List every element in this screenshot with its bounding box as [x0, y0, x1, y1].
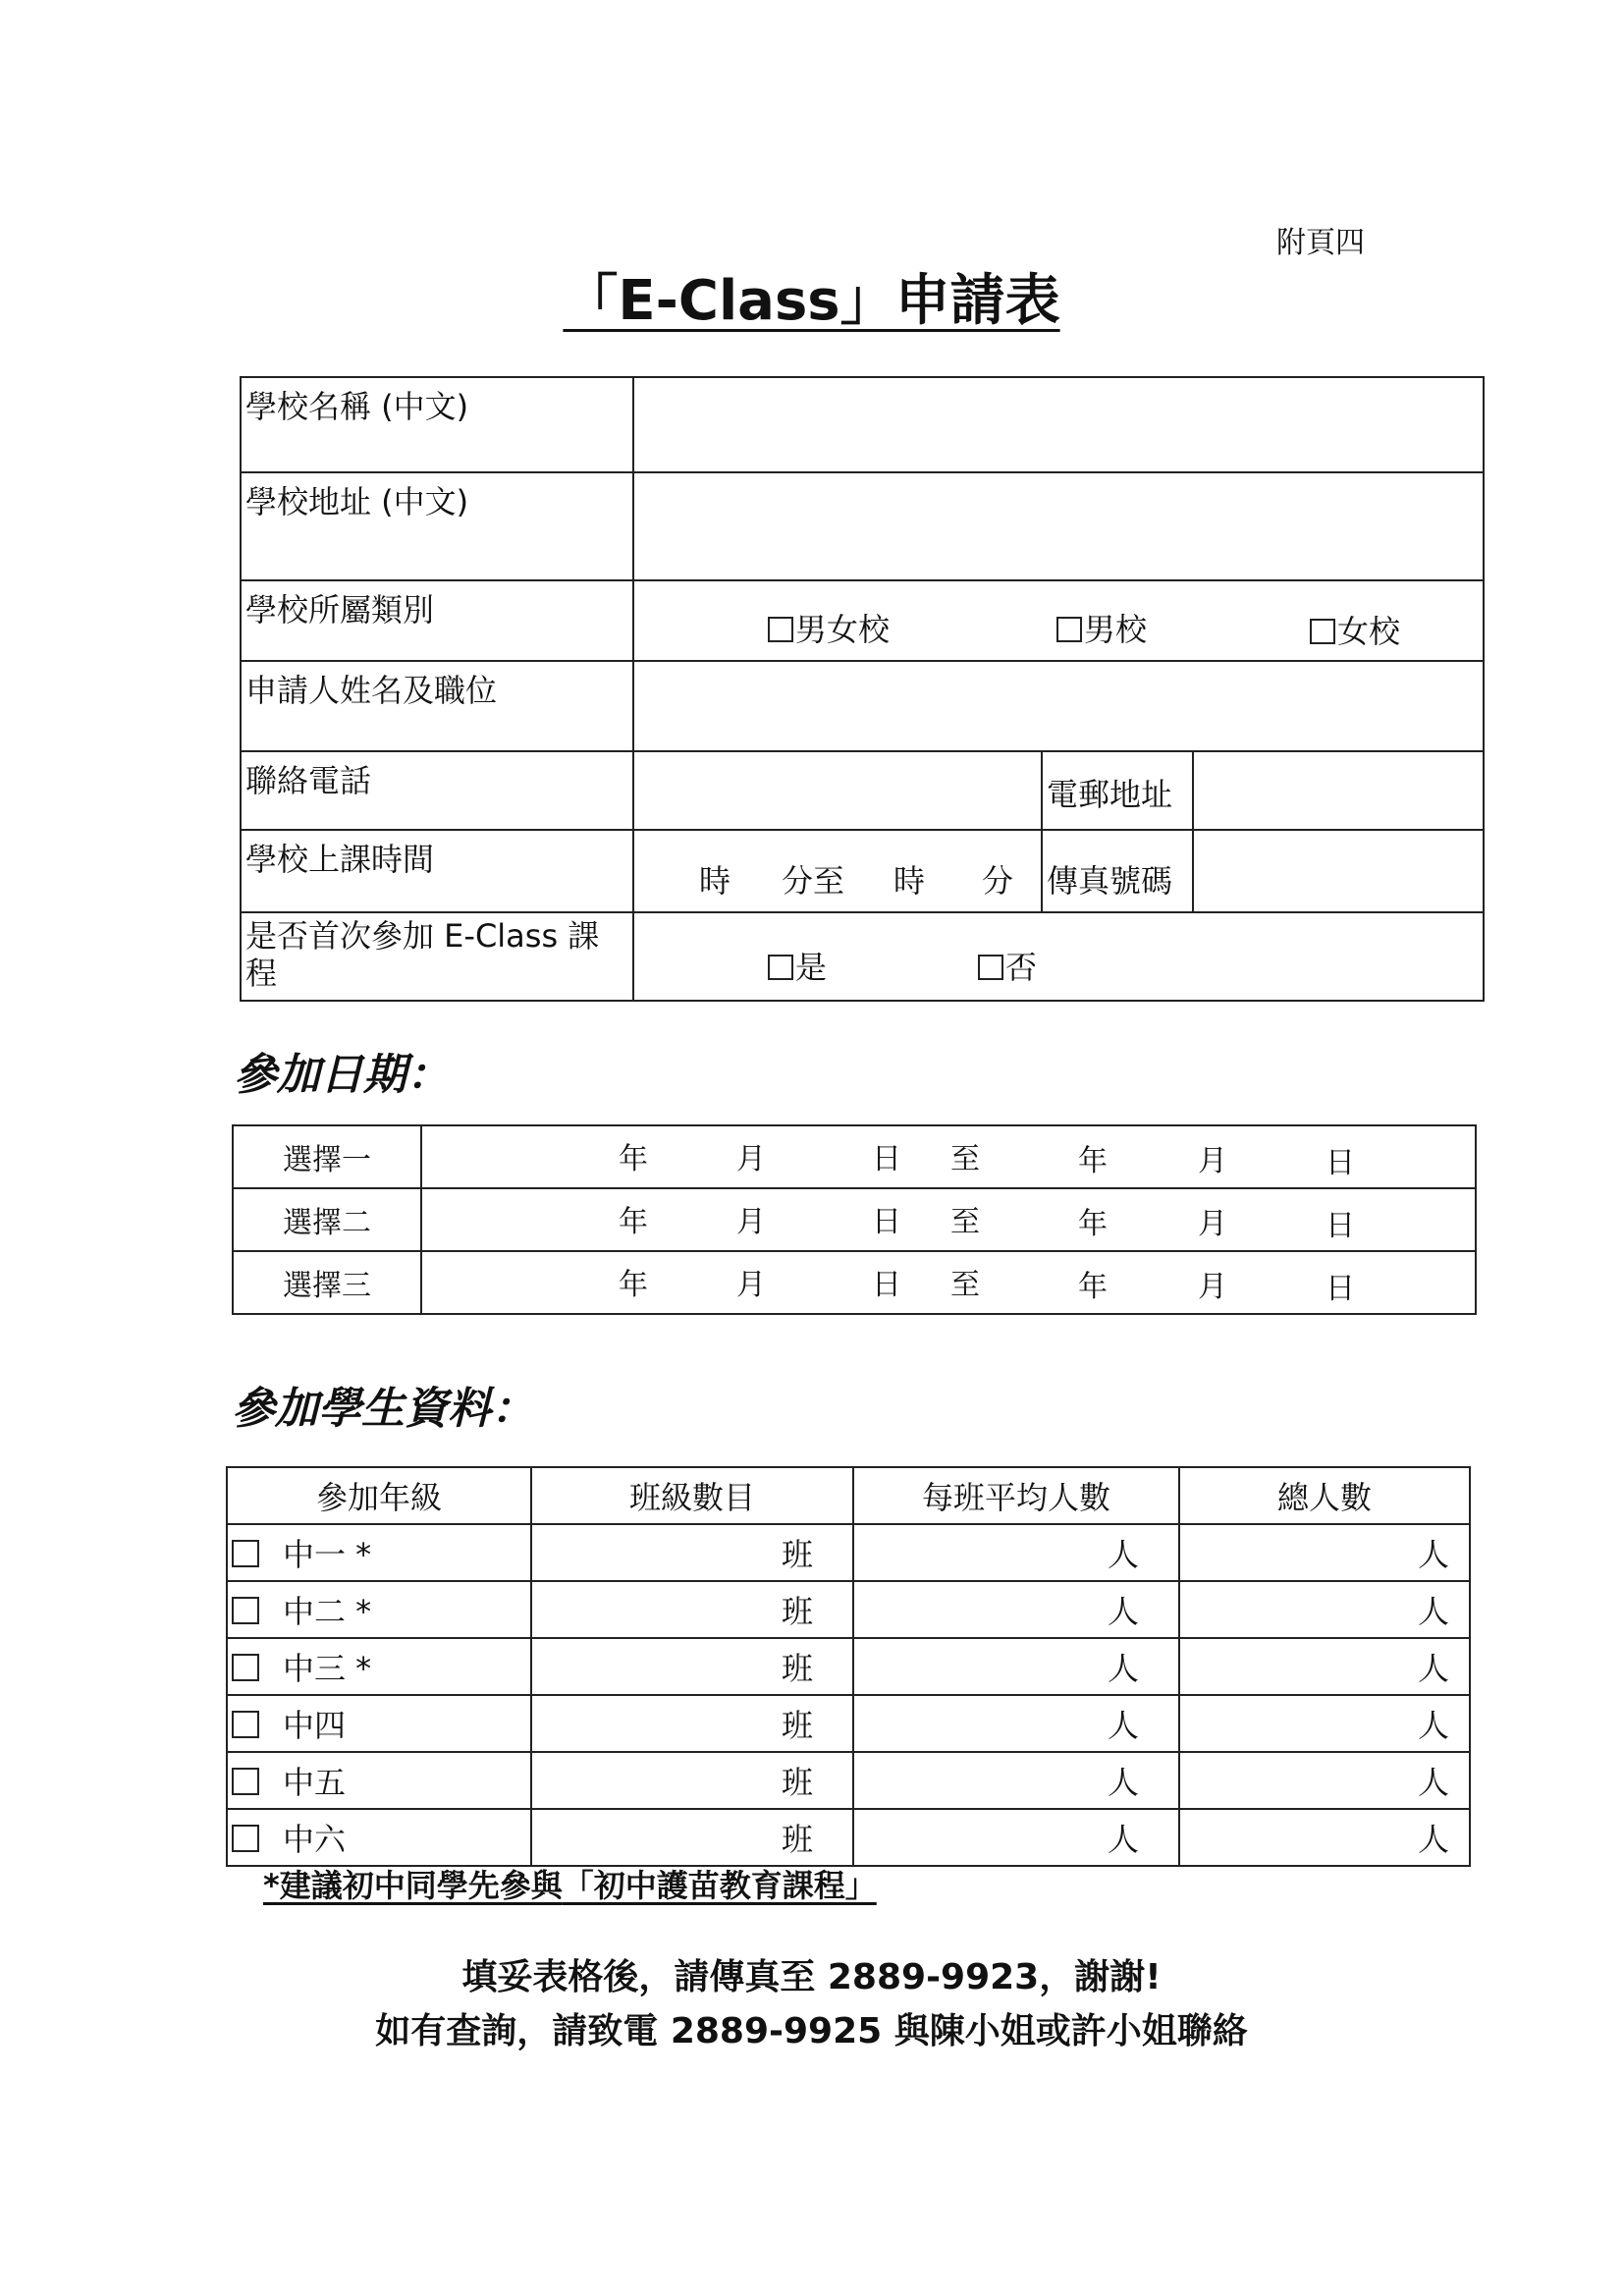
unit-to: 至 [950, 1268, 980, 1302]
phone-email-cell [633, 751, 1484, 830]
checkbox-icon[interactable] [232, 1711, 259, 1738]
unit-hour-2: 時 [893, 862, 926, 900]
grade-option[interactable] [227, 1581, 531, 1638]
date-choice-label: 選擇一 [233, 1125, 421, 1188]
unit-day: 日 [1325, 1146, 1355, 1180]
option-girls[interactable] [1310, 607, 1400, 652]
table-row [227, 1524, 1470, 1581]
avg-per-class-field[interactable] [853, 1581, 1179, 1638]
school-category-options [633, 580, 1484, 661]
table-row [227, 1752, 1470, 1809]
checkbox-icon[interactable] [232, 1825, 259, 1852]
class-count-field[interactable] [531, 1581, 853, 1638]
class-count-field[interactable] [531, 1752, 853, 1809]
date-choice-label: 選擇三 [233, 1251, 421, 1314]
grade-option[interactable] [227, 1638, 531, 1695]
first-time-label: 是否首次參加 E-Class 課程 [241, 912, 633, 1001]
class-time-label: 學校上課時間 [241, 830, 633, 912]
avg-per-class-field[interactable] [853, 1638, 1179, 1695]
applicant-field[interactable] [633, 661, 1484, 751]
total-field[interactable] [1179, 1638, 1470, 1695]
checkbox-icon[interactable] [232, 1540, 259, 1567]
unit-month: 月 [1198, 1270, 1227, 1304]
table-row [227, 1638, 1470, 1695]
class-count-field[interactable] [531, 1809, 853, 1866]
total-field[interactable] [1179, 1695, 1470, 1752]
note-course: 「初中護苗教育課程」 [562, 1867, 877, 1904]
class-unit: 班 [781, 1536, 813, 1573]
option-coed[interactable] [768, 605, 890, 650]
grade-label: 中四 [283, 1707, 347, 1744]
unit-to: 至 [950, 1205, 980, 1239]
checkbox-icon[interactable] [768, 617, 793, 642]
person-unit: 人 [1417, 1764, 1449, 1801]
table-row [227, 1581, 1470, 1638]
unit-month: 月 [736, 1142, 766, 1176]
students-heading: 參加學生資料： [232, 1384, 534, 1434]
checkbox-icon[interactable] [1310, 619, 1335, 644]
unit-day: 日 [872, 1268, 901, 1302]
unit-month: 月 [1198, 1144, 1227, 1178]
table-row [227, 1809, 1470, 1866]
email-field[interactable] [1194, 752, 1483, 829]
form-title-text: 「E-Class」申請表 [563, 269, 1060, 333]
class-time-fax-cell [633, 830, 1484, 912]
class-unit: 班 [781, 1821, 813, 1858]
phone-field[interactable] [634, 752, 1041, 829]
table-row [227, 1695, 1470, 1752]
grade-label: 中五 [283, 1764, 347, 1801]
dates-heading: 參加日期： [234, 1050, 450, 1100]
dates-table [232, 1124, 1477, 1315]
grade-label: 中三 * [283, 1650, 372, 1687]
person-unit: 人 [1107, 1821, 1139, 1858]
form-title [0, 257, 1623, 336]
date-range-field[interactable] [421, 1125, 1476, 1188]
class-count-field[interactable] [531, 1524, 853, 1581]
grade-label: 中一 * [283, 1536, 372, 1573]
unit-day: 日 [1325, 1209, 1355, 1243]
total-field[interactable] [1179, 1581, 1470, 1638]
person-unit: 人 [1107, 1593, 1139, 1630]
email-label: 電郵地址 [1041, 752, 1194, 829]
header-class-count: 班級數目 [531, 1467, 853, 1524]
date-range-field[interactable] [421, 1251, 1476, 1314]
checkbox-icon[interactable] [232, 1597, 259, 1624]
phone-label: 聯絡電話 [241, 751, 633, 830]
note-prefix: *建議初中同學先參與 [263, 1867, 563, 1904]
person-unit: 人 [1107, 1764, 1139, 1801]
checkbox-icon[interactable] [232, 1654, 259, 1681]
unit-month: 月 [736, 1268, 766, 1302]
grade-option[interactable] [227, 1809, 531, 1866]
unit-to: 至 [950, 1142, 980, 1176]
page-reference: 附頁四 [1276, 226, 1365, 260]
person-unit: 人 [1417, 1707, 1449, 1744]
person-unit: 人 [1417, 1593, 1449, 1630]
unit-day: 日 [872, 1142, 901, 1176]
person-unit: 人 [1107, 1707, 1139, 1744]
option-coed-label: 男女校 [795, 611, 891, 648]
checkbox-icon[interactable] [978, 955, 1003, 980]
students-table [226, 1466, 1471, 1867]
school-name-label: 學校名稱 (中文) [241, 377, 633, 472]
person-unit: 人 [1107, 1650, 1139, 1687]
option-boys[interactable] [1056, 605, 1147, 650]
fax-field[interactable] [1194, 831, 1483, 911]
class-unit: 班 [781, 1650, 813, 1687]
avg-per-class-field[interactable] [853, 1752, 1179, 1809]
school-category-label: 學校所屬類別 [241, 580, 633, 661]
checkbox-icon[interactable] [768, 955, 793, 980]
class-unit: 班 [781, 1764, 813, 1801]
unit-minute-to: 分至 [782, 862, 845, 900]
header-grade: 參加年級 [227, 1467, 531, 1524]
unit-year: 年 [1078, 1270, 1108, 1304]
unit-year: 年 [619, 1268, 648, 1302]
avg-per-class-field[interactable] [853, 1524, 1179, 1581]
grade-label: 中六 [283, 1821, 347, 1858]
date-choice-label: 選擇二 [233, 1188, 421, 1251]
date-range-field[interactable] [421, 1188, 1476, 1251]
class-count-field[interactable] [531, 1695, 853, 1752]
total-field[interactable] [1179, 1752, 1470, 1809]
option-no-label: 否 [1005, 949, 1038, 986]
grade-label: 中二 * [283, 1593, 372, 1630]
avg-per-class-field[interactable] [853, 1809, 1179, 1866]
class-unit: 班 [781, 1593, 813, 1630]
option-no[interactable] [978, 943, 1037, 988]
school-address-label: 學校地址 (中文) [241, 472, 633, 580]
checkbox-icon[interactable] [1056, 617, 1082, 642]
person-unit: 人 [1417, 1650, 1449, 1687]
class-count-field[interactable] [531, 1638, 853, 1695]
person-unit: 人 [1417, 1821, 1449, 1858]
header-avg-per-class: 每班平均人數 [853, 1467, 1179, 1524]
option-yes-label: 是 [795, 949, 828, 986]
header-total: 總人數 [1179, 1467, 1470, 1524]
person-unit: 人 [1417, 1536, 1449, 1573]
fax-instruction: 填妥表格後，請傳真至 2889-9923，謝謝! [461, 1957, 1162, 1997]
unit-minute-2: 分 [982, 862, 1014, 900]
first-time-options [633, 912, 1484, 1001]
applicant-label: 申請人姓名及職位 [241, 661, 633, 751]
school-address-field[interactable] [633, 472, 1484, 580]
unit-day: 日 [1325, 1272, 1355, 1306]
enquiry-instruction: 如有查詢，請致電 2889-9925 與陳小姐或許小姐聯絡 [375, 2011, 1248, 2051]
school-name-field[interactable] [633, 377, 1484, 472]
unit-year: 年 [1078, 1144, 1108, 1178]
unit-month: 月 [1198, 1207, 1227, 1241]
person-unit: 人 [1107, 1536, 1139, 1573]
recommendation-note [263, 1861, 877, 1906]
grade-option[interactable] [227, 1752, 531, 1809]
unit-year: 年 [619, 1142, 648, 1176]
total-field[interactable] [1179, 1524, 1470, 1581]
unit-hour-1: 時 [699, 862, 731, 900]
option-boys-label: 男校 [1084, 611, 1148, 648]
unit-year: 年 [619, 1205, 648, 1239]
school-info-table [240, 376, 1485, 1002]
unit-month: 月 [736, 1205, 766, 1239]
option-girls-label: 女校 [1337, 613, 1401, 650]
option-yes[interactable] [768, 943, 827, 988]
fax-label: 傳真號碼 [1041, 831, 1194, 911]
checkbox-icon[interactable] [232, 1768, 259, 1795]
total-field[interactable] [1179, 1809, 1470, 1866]
class-unit: 班 [781, 1707, 813, 1744]
unit-year: 年 [1078, 1207, 1108, 1241]
unit-day: 日 [872, 1205, 901, 1239]
avg-per-class-field[interactable] [853, 1695, 1179, 1752]
grade-option[interactable] [227, 1695, 531, 1752]
grade-option[interactable] [227, 1524, 531, 1581]
